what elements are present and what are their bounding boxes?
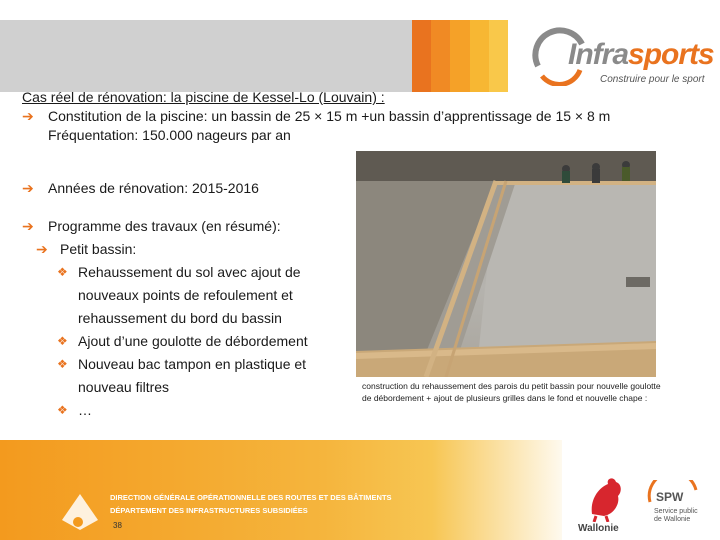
arrow-right-icon: ➔ [22, 108, 34, 124]
photo-illustration [356, 151, 656, 377]
wallonie-label: Wallonie [578, 523, 619, 534]
list-item [22, 353, 352, 399]
list-item-text: Nouveau bac tampon en plastique et nouveau filtres [78, 356, 307, 395]
content-list [22, 177, 352, 422]
footer-department: DÉPARTEMENT DES INFRASTRUCTURES SUBSIDIÉES [110, 506, 308, 515]
photo-caption: construction du rehaussement des parois du petit bassin pour nouvelle goulotte de débordement + ajout de plusieurs grilles dans le fond et nouvelle chape : [362, 381, 661, 403]
wallonie-rooster-icon [584, 474, 626, 522]
spw-sub-line1: Service public [654, 508, 698, 515]
arrow-right-icon: ➔ [36, 241, 48, 257]
arrow-right-icon: ➔ [22, 218, 34, 234]
logo-tagline: Construire pour le sport [600, 74, 705, 85]
bullet-program [22, 215, 352, 238]
diamond-bullet-icon: ❖ [57, 265, 68, 279]
pool-renovation-photo [356, 151, 656, 377]
list-item [22, 399, 352, 422]
list-item-text: … [78, 402, 92, 418]
arrow-right-icon: ➔ [22, 180, 34, 196]
page-number: 38 [113, 521, 122, 530]
header-bar [0, 20, 412, 92]
bullet-years [22, 177, 352, 200]
diamond-bullet-icon: ❖ [57, 357, 68, 371]
bullet-text: Constitution de la piscine: un bassin de 25 × 15 m +un bassin d’apprentissage de 15 × 8 m Fréquentation: 150.000 nageurs par an [48, 108, 611, 143]
intro-block [22, 88, 662, 145]
spw-subtitle [654, 508, 698, 524]
footer-directorate: DIRECTION GÉNÉRALE OPÉRATIONNELLE DES ROUTES ET DES BÂTIMENTS [110, 493, 392, 502]
spw-sub-line2: de Wallonie [654, 516, 691, 523]
list-item [22, 330, 352, 353]
list-item-text: Rehaussement du sol avec ajout de nouveaux points de refoulement et rehaussement du bord du bassin [78, 264, 301, 326]
bullet-text: Petit bassin: [60, 241, 137, 257]
slide-title: Cas réel de rénovation: la piscine de Kessel-Lo (Louvain) : [22, 89, 385, 105]
diamond-bullet-icon: ❖ [57, 334, 68, 348]
spw-logo-text: SPW [656, 490, 684, 504]
list-item-text: Ajout d’une goulotte de débordement [78, 333, 308, 349]
header-stripes [412, 20, 508, 92]
list-item [22, 261, 352, 330]
bullet-text: Programme des travaux (en résumé): [48, 218, 281, 234]
infrasports-logo [520, 18, 714, 98]
bullet-small-pool [22, 238, 352, 261]
dgo-logo-icon [58, 490, 102, 534]
bullet-text: Années de rénovation: 2015-2016 [48, 180, 259, 196]
bullet-constitution [22, 107, 662, 145]
diamond-bullet-icon: ❖ [57, 403, 68, 417]
logo-wordmark: Infrasports [568, 38, 714, 71]
